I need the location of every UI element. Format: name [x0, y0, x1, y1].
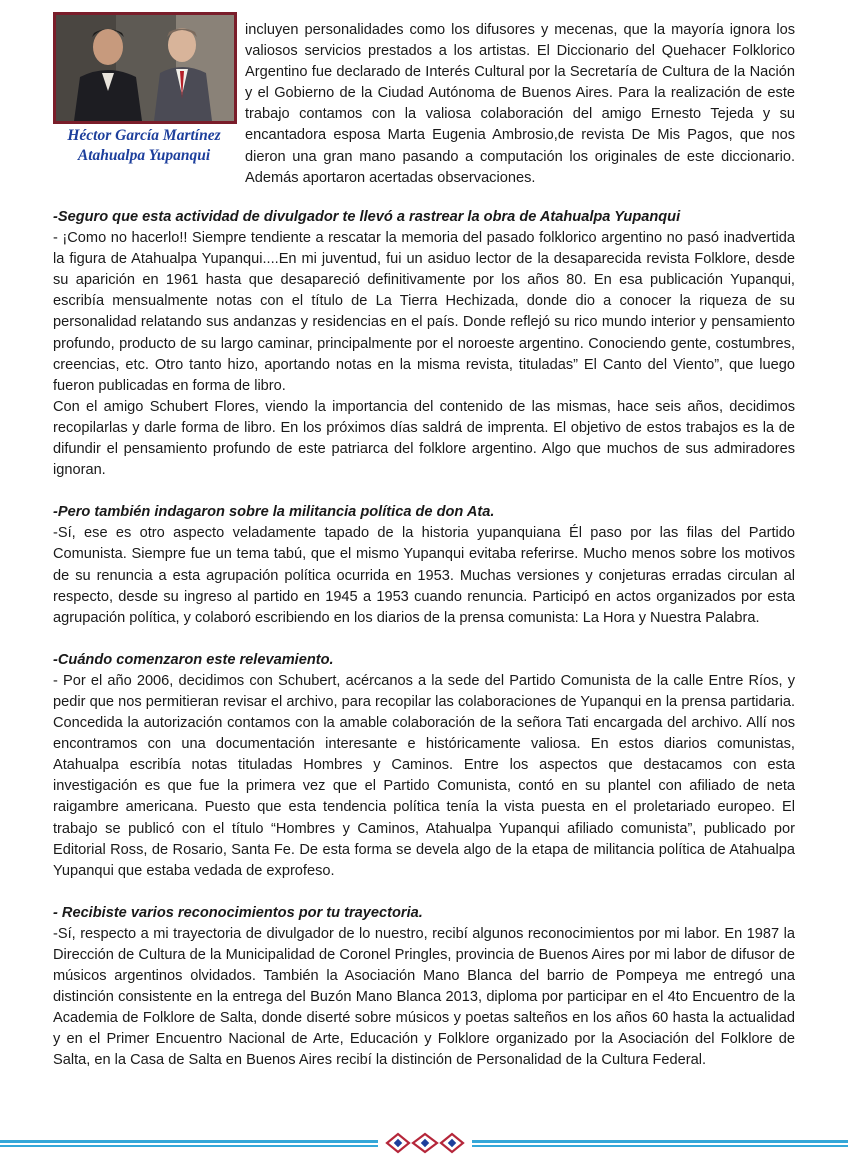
qa-section: [53, 502, 795, 629]
qa-section: [53, 903, 795, 1072]
footer-divider-left: [0, 1140, 378, 1143]
answer-paragraph: -Sí, ese es otro aspecto veladamente tapado de la historia yupanquiana Él paso por las filas del Partido Comunista. Siempre fue un tema tabú, que el mismo Yupanqui evitaba referirse. Mucho menos sobre los motivos de su renuncia a esta agrupación política ocurrida en 1953. Muchas versiones y conjeturas erradas circulan al respecto, desde su ingreso al partido en 1945 a 1953 cuando renuncia. Participó en actos organizados por esta agrupación política, y colaboró escribiendo en los diarios de la prensa comunista: La Hora y Nuestra Palabra.: [53, 525, 795, 626]
answer-paragraph: - Por el año 2006, decidimos con Schubert, acércanos a la sede del Partido Comunista de la calle Entre Ríos, y pedir que nos permitieran revisar el archivo, para recopilar las colaboraciones de Yupanqui en la prensa partidaria. Concedida la autorización contamos con la amable colaboración de la señora Tati encargada del archivo. Allí nos encontramos con una documentación interesante e históricamente valiosa. En estos diarios comunistas, Atahualpa escribía notas tituladas Hombres y Caminos. Entre los aspectos que destacamos con esta investigación es que fue la primera vez que el Partido Comunista, contó en su plantel con afiliado de neta raigambre americana. Puesto que esta tendencia política tenía la vista puesta en el proletariado europeo. El trabajo se publicó con el título “Hombres y Caminos, Atahualpa Yupanqui afiliado comunista”, publicado por Editorial Ross, de Rosario, Santa Fe. De esta forma se devela algo de la etapa de militancia política de Atahualpa Yupanqui que estaba vedada de exprofeso.: [53, 672, 795, 879]
qa-section: [53, 207, 795, 481]
qa-section: [53, 650, 795, 882]
photo-two-men-image: [56, 15, 234, 121]
answer-paragraph: - ¡Como no hacerlo!! Siempre tendiente a rescatar la memoria del pasado folklorico argentino no pasó inadvertida la figura de Atahualpa Yupanqui....En mi juventud, fui un asiduo lector de la desaparecida revista Folklore, desde su aparición en 1961 hasta que desapareció definitivamente por los años 80. En esa publicación Yupanqui, escribía mensualmente notas con el título de La Tierra Hechizada, donde dio a conocer la riqueza de su personalidad relatando sus andanzas y residencias en el país. Donde reflejó su rico mundo interior y pensamiento profundo, producto de su largo caminar, principalmente por el noroeste argentino. Conociendo gente, costumbres, creencias, etc. Otro tanto hizo, aportando notas en la misma revista, tituladas” El Canto del Viento”, que luego fueron publicadas en forma de libro.: [53, 230, 795, 394]
question: -Seguro que esta actividad de divulgador te llevó a rastrear la obra de Atahualpa Yupanqui: [53, 209, 681, 225]
answer-paragraph: -Sí, respecto a mi trayectoria de divulgador de lo nuestro, recibí algunos reconocimientos por mi labor. En 1987 la Dirección de Cultura de la Municipalidad de Coronel Pringles, provincia de Buenos Aires por mi labor de difusor de músicos argentinos olvidados. También la Asociación Mano Blanca del barrio de Pompeya me entregó una distinción consistente en la entrega del Buzón Mano Blanca 2013, diploma por participar en el 4to Encuentro de la Academia de Folklore de Salta, donde diserté sobre músicos y poetas salteños en los años 60 hasta la actualidad y en el Primer Encuentro Nacional de Arte, Educación y Folklore organizado por la Asociación del Folklore de Salta, en la Casa de Salta en Buenos Aires recibí la distinción de Personalidad de la Cultura Federal.: [53, 925, 795, 1069]
answer-paragraph: Con el amigo Schubert Flores, viendo la importancia del contenido de las mismas, hace seis años, decidimos recopilarlas y darle forma de libro. En los próximos días saldrá de imprenta. El objetivo de estos trabajos es la de difundir el pensamiento profundo de este patriarca del folklore argentino. Algo que muchos de sus admiradores ignoran.: [53, 398, 795, 479]
footer-divider-right: [472, 1140, 848, 1143]
caption-name-1: Héctor García Martínez: [67, 127, 221, 144]
intro-paragraph: incluyen personalidades como los difusores y mecenas, que la mayoría ignora los valiosos servicios prestados a los artistas. El Diccionario del Quehacer Folklorico Argentino fue declarado de Interés Cultural por la Secretaría de Cultura de la Nación y el Gobierno de la Ciudad Autónoma de Buenos Aires. Para la realización de este trabajo contamos con la valiosa colaboración del amigo Ernesto Tejeda y su encantadora esposa Marta Eugenia Ambrosio,de revista De Mis Pagos, que nos dieron una gran mano pasando a computación los originales de este diccionario. Además aportaron acertadas observaciones.: [245, 22, 795, 186]
question: -Pero también indagaron sobre la militancia política de don Ata.: [53, 504, 495, 521]
photo-caption: [44, 126, 244, 166]
question: -Cuándo comenzaron este relevamiento.: [53, 651, 334, 668]
caption-name-2: Atahualpa Yupanqui: [77, 147, 211, 164]
question: - Recibiste varios reconocimientos por tu trayectoria.: [53, 904, 423, 921]
andean-ornament-icon: [385, 1132, 465, 1154]
historical-photo: [53, 12, 237, 124]
interview-body: [53, 207, 795, 1093]
